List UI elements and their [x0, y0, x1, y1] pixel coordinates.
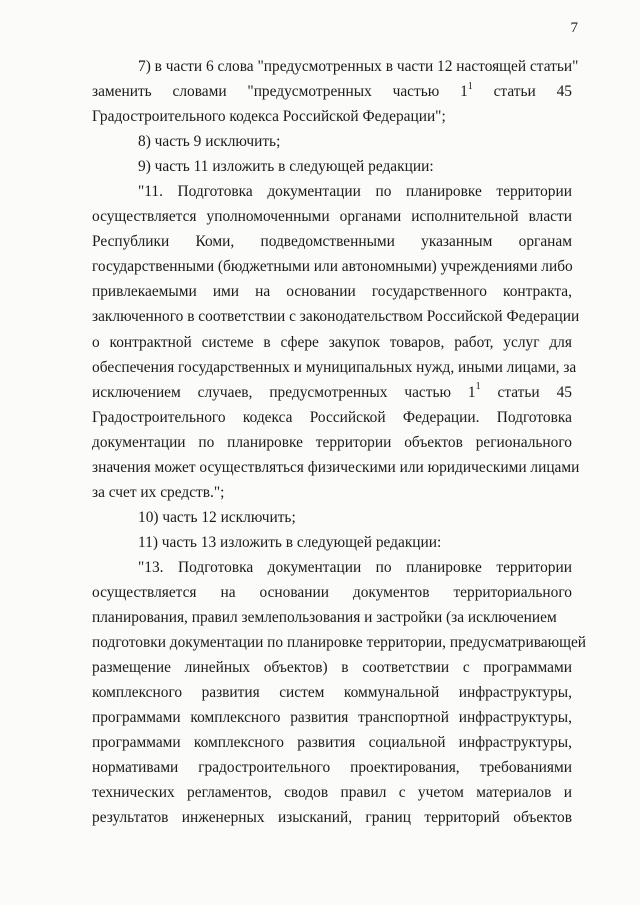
word: регионального — [475, 433, 572, 451]
text-line — [92, 430, 572, 455]
word: для — [549, 333, 572, 351]
word: словами — [172, 83, 227, 101]
word: соответствии — [362, 659, 450, 677]
text-line: 10) часть 12 исключить; — [138, 508, 296, 526]
superscript: 1 — [467, 80, 473, 92]
word: основании — [259, 583, 329, 601]
text-line: за счет их средств."; — [92, 483, 225, 501]
word: развития — [290, 709, 349, 727]
text-line: подготовки документации по планировке территории, предусматривающей — [92, 634, 587, 652]
word: ими — [212, 283, 240, 301]
text-line: Градостроительного кодекса Российской Федерации"; — [92, 108, 446, 126]
word: программами — [92, 734, 181, 752]
word: инфраструктуры, — [458, 684, 572, 702]
word: коммунальной — [343, 684, 440, 702]
word: Подготовка — [178, 558, 254, 576]
word: планировке — [227, 433, 303, 451]
word: документации — [267, 558, 362, 576]
word: объектов — [513, 809, 572, 827]
word: "предусмотренных — [247, 83, 372, 101]
word: предусмотренных — [269, 383, 388, 401]
word: Подготовка — [177, 183, 253, 201]
superscript: 1 — [475, 381, 481, 393]
word: проектирования, — [350, 759, 460, 777]
word: контракта, — [503, 283, 572, 301]
text-line: 11) часть 13 изложить в следующей редакции: — [138, 533, 442, 551]
word: закупок — [328, 333, 380, 351]
word: сфере — [280, 333, 319, 351]
word: в — [263, 333, 271, 351]
word: транспортной — [358, 709, 449, 727]
word: статьи — [493, 83, 536, 101]
document-body — [92, 54, 587, 830]
word: границ — [365, 809, 411, 827]
word: программами — [483, 659, 572, 677]
text-line: заключенного в соответствии с законодательством Российской Федерации — [92, 308, 580, 326]
word: привлекаемыми — [92, 283, 197, 301]
word: Градостроительного — [92, 408, 226, 426]
text-line: 7) в части 6 слова "предусмотренных в части 12 настоящей статьи" — [138, 58, 579, 75]
word: документов — [352, 583, 430, 601]
word: регламентов, — [187, 784, 272, 802]
word: линейных — [184, 659, 251, 677]
word: материалов — [476, 784, 552, 802]
word: указанным — [421, 233, 493, 251]
text-line: государственными (бюджетными или автономными) учреждениями либо — [92, 258, 573, 276]
word: и — [563, 784, 572, 802]
word: случаев, — [197, 383, 253, 401]
word: государственного — [371, 283, 487, 301]
word: 45 — [556, 383, 572, 401]
text-line — [92, 580, 572, 605]
word: частью — [392, 83, 440, 101]
text-line — [92, 705, 572, 730]
word: осуществляется — [92, 583, 197, 601]
text-line — [92, 805, 572, 830]
word: 45 — [556, 83, 572, 101]
word: учетом — [417, 784, 464, 802]
page-number: 7 — [570, 20, 578, 36]
word: системе — [201, 333, 254, 351]
word: документации — [92, 433, 186, 451]
word: инфраструктуры, — [458, 734, 572, 752]
word: планировке — [406, 558, 482, 576]
word: инфраструктуры, — [458, 709, 572, 727]
word: "13. — [138, 558, 164, 576]
text-line — [92, 405, 572, 430]
word: Коми, — [195, 233, 235, 251]
text-line: обеспечения государственных и муниципальных нужд, иными лицами, за — [92, 358, 577, 376]
text-line — [92, 730, 572, 755]
word: органами — [339, 208, 402, 226]
word: исполнительной — [411, 208, 519, 226]
text-line — [92, 79, 572, 104]
word: в — [341, 659, 349, 677]
word: комплексного — [92, 684, 183, 702]
word: объектов) — [263, 659, 328, 677]
word: $1^1$ — [460, 80, 473, 101]
word: власти — [528, 208, 572, 226]
word: товаров, — [389, 333, 445, 351]
word: контрактной — [109, 333, 192, 351]
text-line: планирования, правил землепользования и застройки (за исключением — [92, 609, 557, 627]
text-line — [92, 780, 572, 805]
word: территории — [496, 558, 572, 576]
word: нормативами — [92, 759, 179, 777]
word: частью — [404, 383, 451, 401]
word: документации — [267, 183, 361, 201]
word: комплексного — [190, 709, 281, 727]
word: развития — [297, 734, 356, 752]
text-line — [92, 755, 572, 780]
word: инженерных — [181, 809, 265, 827]
word: территории — [496, 183, 572, 201]
text-line — [92, 655, 572, 680]
text-line: 9) часть 11 изложить в следующей редакции: — [138, 158, 434, 176]
word: территории — [315, 433, 392, 451]
word: исключением — [92, 383, 181, 401]
word: по — [198, 433, 215, 451]
text-line — [92, 279, 572, 304]
word: статьи — [497, 383, 540, 401]
text-line — [92, 179, 572, 204]
text-line: 8) часть 9 исключить; — [138, 133, 281, 151]
word: социальной — [368, 734, 446, 752]
word: требованиями — [479, 759, 572, 777]
word: основании — [286, 283, 356, 301]
word: кодекса — [242, 408, 293, 426]
text-line — [92, 204, 572, 229]
word: осуществляется — [92, 208, 197, 226]
word: размещение — [92, 659, 171, 677]
word: на — [255, 283, 271, 301]
word: Российской — [309, 408, 386, 426]
word: комплексного — [193, 734, 284, 752]
word: о — [92, 333, 100, 351]
text-line — [92, 555, 572, 580]
word: на — [220, 583, 236, 601]
word: планировке — [406, 183, 482, 201]
text-line — [92, 229, 572, 254]
word: территорий — [424, 809, 500, 827]
word: систем — [279, 684, 325, 702]
word: результатов — [92, 809, 169, 827]
word: работ, — [454, 333, 494, 351]
word: уполномоченными — [206, 208, 330, 226]
word: градостроительного — [198, 759, 331, 777]
word: по — [375, 183, 392, 201]
word: технических — [92, 784, 175, 802]
word: изысканий, — [277, 809, 353, 827]
word: Федерации. — [402, 408, 480, 426]
text-line: значения может осуществляться физическими или юридическими лицами — [92, 458, 580, 476]
word: объектов — [404, 433, 463, 451]
word: с — [462, 659, 470, 677]
word: заменить — [92, 83, 152, 101]
text-line — [92, 680, 572, 705]
word: развития — [201, 684, 260, 702]
word: Республики — [92, 233, 170, 251]
word: органам — [518, 233, 572, 251]
word: подведомственными — [260, 233, 395, 251]
word: по — [375, 558, 392, 576]
text-line — [92, 380, 572, 405]
word: сводов — [284, 784, 329, 802]
word: Подготовка — [496, 408, 572, 426]
word: $1^1$ — [467, 381, 481, 401]
word: услуг — [503, 333, 540, 351]
word: правил — [340, 784, 387, 802]
word: территориального — [453, 583, 572, 601]
word: "11. — [138, 183, 163, 201]
word: программами — [92, 709, 181, 727]
text-line — [92, 330, 572, 355]
word: с — [398, 784, 406, 802]
